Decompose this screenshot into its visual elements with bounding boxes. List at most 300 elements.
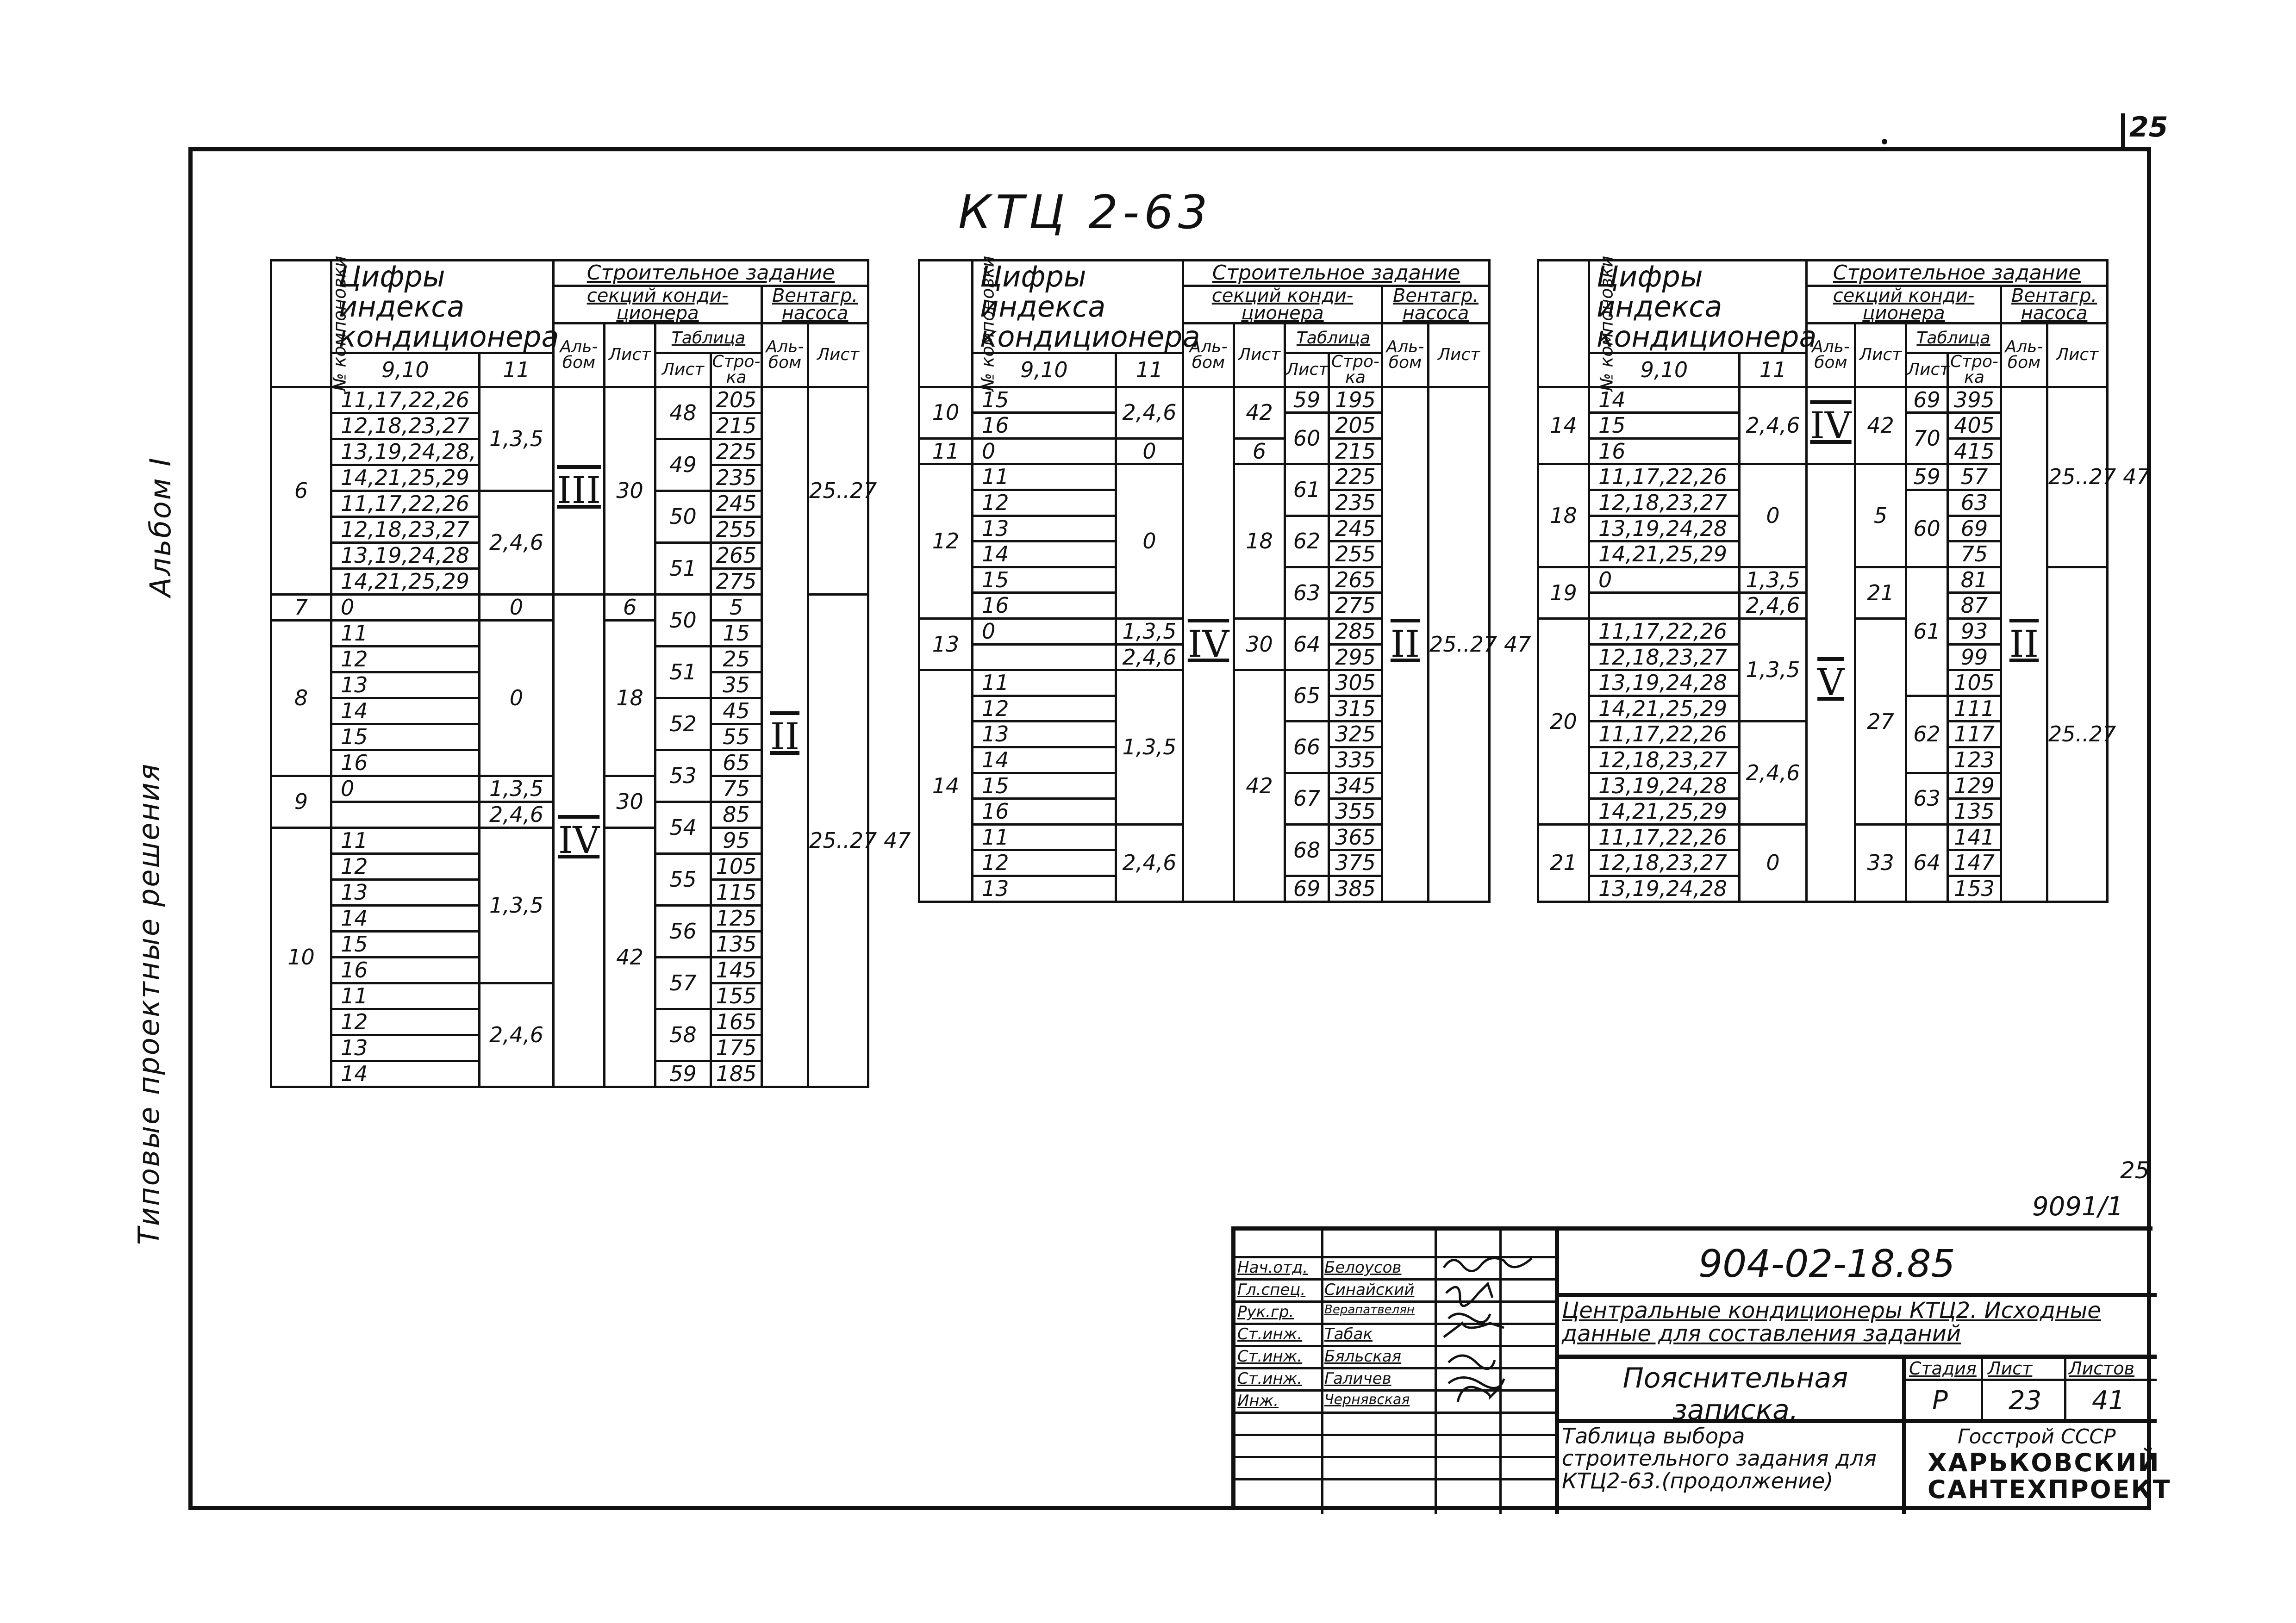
table-cell: 14,21,25,29 [1589, 799, 1740, 825]
table-cell: 60 [1285, 413, 1329, 464]
table-cell: 16 [973, 799, 1116, 825]
table-cell: 14 [973, 541, 1116, 567]
selection-table-1 [270, 255, 911, 1088]
table-cell: 18 [1234, 464, 1285, 619]
table-cell: 16 [331, 957, 480, 983]
table-cell: 105 [1948, 670, 2001, 696]
header-tablitsa: Таблица [1906, 323, 2001, 353]
table-cell: III [554, 387, 605, 594]
table-cell: 16 [331, 750, 480, 776]
role-5: Ст.инж. [1237, 1347, 1303, 1366]
table-cell: 42 [1234, 670, 1285, 902]
name-2: Синайский [1324, 1281, 1415, 1299]
table-cell: 12 [973, 490, 1116, 516]
table-cell: 59 [1285, 387, 1329, 413]
table-cell: 12,18,23,27 [1589, 490, 1740, 516]
table-cell: 62 [1285, 516, 1329, 567]
table-cell: 11,17,22,26 [331, 387, 480, 413]
header-sektsii: секций конди- ционера [1183, 286, 1382, 323]
table-cell: 111 [1948, 696, 2001, 721]
header-albom: Аль- бом [1807, 323, 1855, 387]
table-cell [973, 644, 1116, 670]
header-n-komponovki: № компоновки [271, 261, 331, 387]
table-cell: 12 [919, 464, 973, 619]
table-cell: 1,3,5 [1740, 567, 1807, 593]
role-6: Ст.инж. [1237, 1369, 1303, 1388]
table-cell: 6 [1234, 438, 1285, 464]
header-str-zadanie: Строительное задание [1183, 261, 1490, 286]
table-cell: 20 [1538, 619, 1589, 825]
table-cell: 275 [1329, 593, 1382, 619]
table-cell: 2,4,6 [1116, 387, 1183, 438]
table-cell: 265 [1329, 567, 1382, 593]
table-cell: 0 [1589, 567, 1740, 593]
title-block [1231, 1226, 2171, 1510]
table-cell: 1,3,5 [480, 827, 554, 983]
header-str-zadanie: Строительное задание [1807, 261, 2108, 286]
header-col-11: 11 [1740, 353, 1807, 387]
table-cell: II [2001, 387, 2047, 902]
table-cell: 13,19,24,28 [1589, 516, 1740, 541]
table-cell: 65 [711, 750, 762, 776]
table-cell: 141 [1948, 824, 2001, 850]
header-list-2: Лист [2047, 323, 2108, 387]
table-cell: 215 [1329, 438, 1382, 464]
header-col-11: 11 [480, 353, 554, 387]
side-album-label: Альбом I [144, 456, 177, 597]
table-cell: 235 [1329, 490, 1382, 516]
table-cell: 145 [711, 957, 762, 983]
table-cell: 14,21,25,29 [331, 568, 480, 594]
header-list-2: Лист [808, 323, 868, 387]
header-list: Лист [1234, 323, 1285, 387]
table-cell: 6 [271, 387, 331, 594]
table-cell: 70 [1906, 413, 1948, 464]
table-cell: 16 [973, 413, 1116, 439]
header-col-910: 9,10 [973, 353, 1116, 387]
header-n-komponovki: № компоновки [1538, 261, 1589, 387]
table-cell: 30 [605, 776, 655, 827]
table-cell: 12 [331, 1009, 480, 1035]
table-cell: 135 [1948, 799, 2001, 825]
header-stroka: Стро- ка [1329, 353, 1382, 387]
header-tsifry: Цифры индекса кондиционера [1589, 261, 1807, 353]
header-sektsii: секций конди- ционера [554, 286, 762, 323]
table-cell [331, 802, 480, 827]
table-cell: 405 [1948, 413, 2001, 439]
table-row [919, 387, 1490, 413]
table-cell: 33 [1855, 824, 1906, 902]
table-cell: 50 [655, 491, 711, 542]
table-cell: 63 [1285, 567, 1329, 618]
table-cell: 64 [1285, 619, 1329, 670]
header-str-zadanie: Строительное задание [554, 261, 868, 286]
table-cell: 0 [973, 619, 1116, 645]
table-cell: 15 [973, 567, 1116, 593]
table-cell: 12 [973, 696, 1116, 721]
table-cell: 117 [1948, 721, 2001, 747]
table-cell: 275 [711, 568, 762, 594]
table-cell: 11 [973, 464, 1116, 490]
table-cell: 15 [1589, 413, 1740, 439]
header-list-small: Лист [1285, 353, 1329, 387]
table-cell: 75 [1948, 541, 2001, 567]
table-cell: 14 [919, 670, 973, 902]
header-list: Лист [605, 323, 655, 387]
table-cell: 11 [919, 438, 973, 464]
table-cell: 12,18,23,27 [1589, 747, 1740, 773]
table-cell: 12 [331, 646, 480, 672]
table-cell: 61 [1285, 464, 1329, 516]
table-cell: 15 [973, 773, 1116, 799]
name-4: Табак [1324, 1325, 1373, 1343]
table-cell: 245 [1329, 516, 1382, 541]
table-cell: 355 [1329, 799, 1382, 825]
table-cell: 52 [655, 698, 711, 750]
header-col-910: 9,10 [1589, 353, 1740, 387]
table-cell: 135 [711, 931, 762, 957]
table-cell: 12 [331, 853, 480, 879]
table-cell: 2,4,6 [480, 983, 554, 1087]
table-cell: 11 [331, 827, 480, 853]
table-cell: 14 [331, 698, 480, 724]
margin-page-number: 25 [2120, 1157, 2150, 1184]
stage-label: Стадия [1909, 1358, 1977, 1379]
header-tsifry: Цифры индекса кондиционера [331, 261, 554, 353]
table-cell: 5 [1855, 464, 1906, 567]
table-cell: 1,3,5 [1116, 619, 1183, 645]
table-cell: 15 [973, 387, 1116, 413]
table-cell: 153 [1948, 876, 2001, 902]
table-cell: 14 [331, 1061, 480, 1087]
table-cell: 53 [655, 750, 711, 802]
header-ventagr: Вентагр. насоса [2001, 286, 2108, 323]
table-cell: 21 [1855, 567, 1906, 618]
table-cell: 14 [973, 747, 1116, 773]
table-cell: 1,3,5 [1116, 670, 1183, 825]
table-cell: 13,19,24,28, [331, 439, 480, 465]
table-cell: 2,4,6 [1740, 593, 1807, 619]
table-cell: 42 [605, 827, 655, 1087]
sheet-value: 23 [2009, 1386, 2042, 1416]
table-cell: 25..27 [808, 387, 868, 594]
table-cell: 345 [1329, 773, 1382, 799]
table-cell: 1,3,5 [480, 776, 554, 802]
table-cell: 60 [1906, 490, 1948, 567]
role-3: Рук.гр. [1237, 1303, 1294, 1321]
table-cell: 11,17,22,26 [331, 491, 480, 516]
table-cell: 87 [1948, 593, 2001, 619]
table-cell: 13,19,24,28 [1589, 876, 1740, 902]
header-sektsii: секций конди- ционера [1807, 286, 2001, 323]
header-stroka: Стро- ка [1948, 353, 2001, 387]
table-cell: 245 [711, 491, 762, 516]
stage-value: Р [1932, 1386, 1948, 1416]
table-cell: 10 [271, 827, 331, 1087]
table-cell: 93 [1948, 619, 2001, 645]
selection-table-3 [1537, 255, 2150, 903]
table-cell: 6 [605, 594, 655, 620]
table-cell: 57 [655, 957, 711, 1009]
table-cell: 2,4,6 [480, 491, 554, 594]
table-cell: 7 [271, 594, 331, 620]
table-cell: 13 [331, 672, 480, 698]
table-cell: 9 [271, 776, 331, 827]
sheet-title: Таблица выбора строительного задания для КТЦ2-63.(продолжение) [1562, 1424, 1877, 1493]
name-7: Чернявская [1324, 1392, 1410, 1408]
table-cell: 0 [1116, 438, 1183, 464]
table-cell: 2,4,6 [1116, 644, 1183, 670]
table-cell: 14,21,25,29 [331, 465, 480, 491]
table-cell: 0 [331, 594, 480, 620]
table-cell: 13 [331, 879, 480, 905]
name-6: Галичев [1324, 1369, 1391, 1388]
table-cell: 30 [1234, 619, 1285, 670]
table-cell: 81 [1948, 567, 2001, 593]
sheet-code: 9091/1 [2032, 1192, 2124, 1222]
table-cell: 15 [331, 931, 480, 957]
header-tablitsa: Таблица [655, 323, 762, 353]
header-stroka: Стро- ка [711, 353, 762, 387]
table-cell: 59 [655, 1061, 711, 1087]
table-cell: 175 [711, 1035, 762, 1061]
table-cell: 0 [331, 776, 480, 802]
table-cell: 16 [973, 593, 1116, 619]
header-ventagr: Вентагр. насоса [762, 286, 868, 323]
table-cell: 11 [973, 670, 1116, 696]
org-line-3: САНТЕХПРОЕКТ [1928, 1475, 2171, 1504]
table-cell: 35 [711, 672, 762, 698]
side-series-label: Типовые проектные решения [132, 762, 166, 1245]
table-cell: 99 [1948, 644, 2001, 670]
table-cell: 12 [973, 850, 1116, 876]
table-cell: 125 [711, 905, 762, 931]
role-4: Ст.инж. [1237, 1325, 1303, 1343]
table-cell: 1,3,5 [480, 387, 554, 491]
table-cell: 10 [919, 387, 973, 438]
role-1: Нач.отд. [1237, 1258, 1308, 1277]
table-cell: 115 [711, 879, 762, 905]
table-cell: 25..27 47 [2047, 387, 2108, 567]
header-albom-2: Аль- бом [2001, 323, 2047, 387]
table-cell: 30 [605, 387, 655, 594]
table-cell: 129 [1948, 773, 2001, 799]
table-cell: 225 [1329, 464, 1382, 490]
table-cell: 14 [1589, 387, 1740, 413]
table-cell: 255 [1329, 541, 1382, 567]
table-cell: 147 [1948, 850, 2001, 876]
table-cell: 61 [1906, 567, 1948, 696]
table-cell: 13,19,24,28 [1589, 773, 1740, 799]
table-cell: 325 [1329, 721, 1382, 747]
table-cell: 11 [973, 824, 1116, 850]
table-cell: 335 [1329, 747, 1382, 773]
table-cell: 13 [919, 619, 973, 670]
table-cell: 67 [1285, 773, 1329, 824]
table-cell: 215 [711, 413, 762, 439]
header-list-small: Лист [1906, 353, 1948, 387]
table-cell: 14 [1538, 387, 1589, 464]
table-cell: 51 [655, 646, 711, 698]
header-col-11: 11 [1116, 353, 1183, 387]
table-cell: 295 [1329, 644, 1382, 670]
table-cell: 0 [1116, 464, 1183, 619]
table-cell: 75 [711, 776, 762, 802]
table-cell: 13 [331, 1035, 480, 1061]
table-cell: 11 [331, 983, 480, 1009]
table-cell: IV [1807, 387, 1855, 464]
table-cell: 14,21,25,29 [1589, 541, 1740, 567]
header-n-komponovki: № компоновки [919, 261, 973, 387]
table-cell: 235 [711, 465, 762, 491]
table-cell: 255 [711, 516, 762, 542]
header-albom: Аль- бом [1183, 323, 1234, 387]
table-cell: 0 [480, 620, 554, 776]
header-albom-2: Аль- бом [1382, 323, 1429, 387]
table-cell [1589, 593, 1740, 619]
table-cell: 48 [655, 387, 711, 439]
table-cell: 85 [711, 802, 762, 827]
table-cell: 19 [1538, 567, 1589, 618]
selection-table-2 [918, 255, 1531, 903]
org-line-2: ХАРЬКОВСКИЙ [1928, 1448, 2160, 1477]
table-cell: 315 [1329, 696, 1382, 721]
header-albom-2: Аль- бом [762, 323, 808, 387]
table-cell: IV [554, 594, 605, 1087]
table-cell: 11,17,22,26 [1589, 619, 1740, 645]
table-cell: 25..27 [2047, 567, 2108, 902]
table-cell: 18 [605, 620, 655, 776]
table-cell: 25 [711, 646, 762, 672]
header-ventagr: Вентагр. насоса [1382, 286, 1490, 323]
table-cell: 69 [1948, 516, 2001, 541]
table-cell: 11 [331, 620, 480, 646]
table-cell: 105 [711, 853, 762, 879]
table-cell: 15 [331, 724, 480, 750]
name-1: Белоусов [1324, 1258, 1402, 1277]
table-cell: 50 [655, 594, 711, 646]
table-row [271, 387, 868, 413]
document-title: Пояснительная записка. [1622, 1362, 1848, 1426]
table-cell: 63 [1906, 773, 1948, 824]
signatures-image [1439, 1249, 1560, 1406]
table-cell: 12,18,23,27 [1589, 850, 1740, 876]
table-cell: 56 [655, 905, 711, 957]
table-cell: 13 [973, 516, 1116, 541]
table-cell: 2,4,6 [1740, 721, 1807, 824]
table-cell: 12,18,23,27 [1589, 644, 1740, 670]
table-cell: 15 [711, 620, 762, 646]
table-cell: 21 [1538, 824, 1589, 902]
table-cell: 14 [331, 905, 480, 931]
sheet-label: Лист [1988, 1358, 2033, 1379]
table-cell: 225 [711, 439, 762, 465]
table-cell: 68 [1285, 824, 1329, 876]
header-col-910: 9,10 [331, 353, 480, 387]
table-cell: V [1807, 464, 1855, 902]
table-cell: 11,17,22,26 [1589, 464, 1740, 490]
name-3: Верапатвелян [1324, 1303, 1415, 1317]
table-cell: 375 [1329, 850, 1382, 876]
table-cell: 95 [711, 827, 762, 853]
table-cell: 0 [1740, 464, 1807, 567]
table-cell: 305 [1329, 670, 1382, 696]
table-cell: 58 [655, 1009, 711, 1061]
header-list-2: Лист [1429, 323, 1490, 387]
table-cell: 42 [1855, 387, 1906, 464]
table-cell: 18 [1538, 464, 1589, 567]
table-row [1538, 387, 2108, 413]
table-cell: 25..27 47 [1429, 387, 1490, 902]
table-cell: 8 [271, 620, 331, 776]
table-cell: 69 [1906, 387, 1948, 413]
table-cell: 64 [1906, 824, 1948, 902]
table-cell: 13,19,24,28 [331, 542, 480, 568]
table-cell: 65 [1285, 670, 1329, 721]
table-cell: 12,18,23,27 [331, 516, 480, 542]
page-number: 25 [2129, 111, 2168, 143]
table-cell: 285 [1329, 619, 1382, 645]
ink-dot [1882, 139, 1887, 144]
table-cell: 2,4,6 [1740, 387, 1807, 464]
header-tsifry: Цифры индекса кондиционера [973, 261, 1183, 353]
table-cell: 265 [711, 542, 762, 568]
table-cell: II [1382, 387, 1429, 902]
header-tablitsa: Таблица [1285, 323, 1382, 353]
table-cell: 205 [1329, 413, 1382, 439]
table-cell: 13 [973, 721, 1116, 747]
table-cell: 14,21,25,29 [1589, 696, 1740, 721]
table-cell: 66 [1285, 721, 1329, 773]
project-name: Центральные кондиционеры КТЦ2. Исходные данные для составления заданий [1562, 1298, 2101, 1347]
table-cell: 49 [655, 439, 711, 491]
table-cell: 45 [711, 698, 762, 724]
role-2: Гл.спец. [1237, 1281, 1306, 1299]
table-cell: 62 [1906, 696, 1948, 773]
table-cell: 54 [655, 802, 711, 853]
table-cell: 395 [1948, 387, 2001, 413]
table-cell: 69 [1285, 876, 1329, 902]
table-cell: 185 [711, 1061, 762, 1087]
table-cell: 51 [655, 542, 711, 594]
table-cell: 415 [1948, 438, 2001, 464]
table-cell: 59 [1906, 464, 1948, 490]
role-7: Инж. [1237, 1392, 1279, 1410]
sheets-value: 41 [2092, 1386, 2125, 1416]
table-cell: 12,18,23,27 [331, 413, 480, 439]
table-cell: 1,3,5 [1740, 619, 1807, 721]
table-cell: 0 [973, 438, 1116, 464]
table-cell: 13 [973, 876, 1116, 902]
sheets-label: Листов [2069, 1358, 2134, 1379]
table-cell: 5 [711, 594, 762, 620]
table-cell: 155 [711, 983, 762, 1009]
table-cell: 13,19,24,28 [1589, 670, 1740, 696]
table-cell: 165 [711, 1009, 762, 1035]
header-list: Лист [1855, 323, 1906, 387]
table-cell: 11,17,22,26 [1589, 824, 1740, 850]
table-cell: 57 [1948, 464, 2001, 490]
header-list-small: Лист [655, 353, 711, 387]
org-line-1: Госстрой СССР [1958, 1425, 2116, 1449]
table-cell: 16 [1589, 438, 1740, 464]
table-cell: 385 [1329, 876, 1382, 902]
table-cell: 25..27 47 [808, 594, 868, 1087]
table-cell: 195 [1329, 387, 1382, 413]
table-cell: 0 [1740, 824, 1807, 902]
table-cell: 11,17,22,26 [1589, 721, 1740, 747]
table-cell: 2,4,6 [480, 802, 554, 827]
